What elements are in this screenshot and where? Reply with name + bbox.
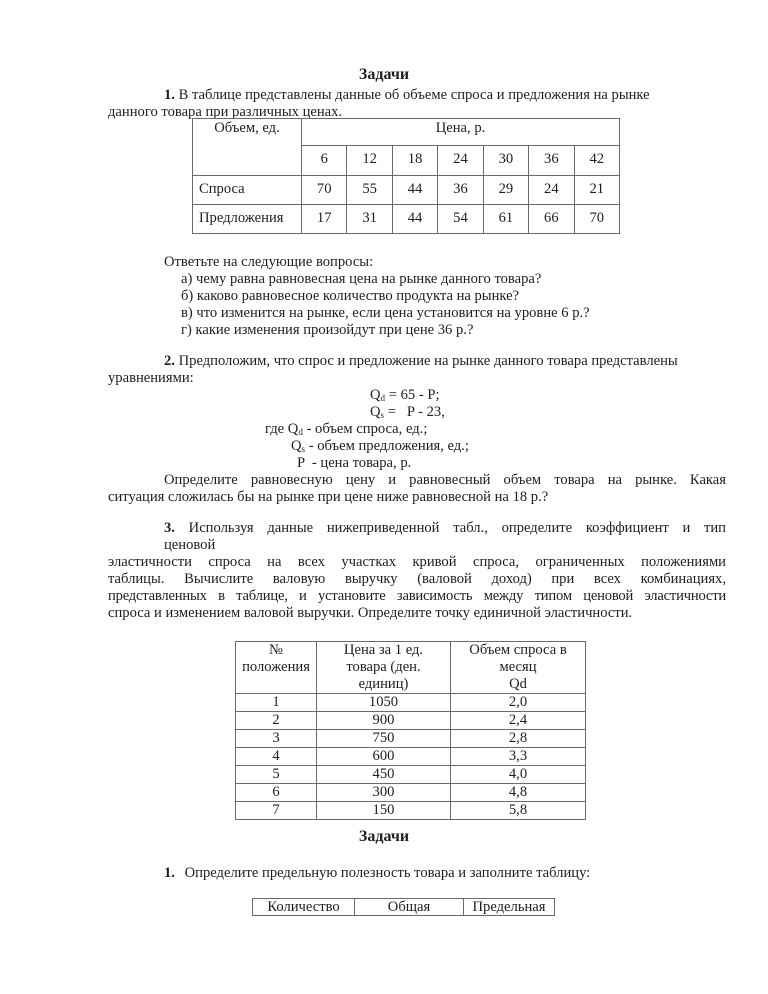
header-line: Объем спроса в — [469, 642, 567, 658]
cell-position: 7 — [236, 802, 317, 820]
value-cell: 24 — [529, 176, 574, 205]
task2-intro-line1 — [164, 352, 724, 370]
task3-intro-line2: ценовой — [164, 537, 216, 553]
where-prefix: где Q — [265, 421, 299, 437]
task3-number: 3. — [164, 520, 175, 536]
cell-quantity: 2,8 — [451, 730, 586, 748]
equation-demand — [370, 386, 440, 404]
table-row — [236, 802, 586, 820]
price-cell: 18 — [392, 146, 437, 176]
task3-intro-line1 — [164, 519, 726, 537]
supply-demand-table — [192, 118, 620, 234]
value-cell: 54 — [438, 205, 483, 234]
task1-intro-line2: данного товара при различных ценах. — [108, 104, 343, 120]
value-cell: 29 — [483, 176, 528, 205]
header-price — [317, 642, 451, 694]
section2-title: Задачи — [358, 828, 410, 845]
value-cell: 17 — [302, 205, 347, 234]
table-row — [236, 730, 586, 748]
cell-position: 5 — [236, 766, 317, 784]
price-cell: 30 — [483, 146, 528, 176]
table-row — [236, 748, 586, 766]
cell-quantity: 5,8 — [451, 802, 586, 820]
header-line: № — [269, 642, 283, 658]
value-cell: 55 — [347, 176, 392, 205]
table-row — [236, 766, 586, 784]
value-cell: 70 — [574, 205, 619, 234]
question-v: в) что изменится на рынке, если цена установится на уровне 6 р.? — [181, 305, 590, 321]
header-row — [236, 642, 586, 694]
table-row — [236, 712, 586, 730]
price-cell: 24 — [438, 146, 483, 176]
price-cell: 6 — [302, 146, 347, 176]
eq-q: Q — [291, 438, 302, 454]
value-cell: 44 — [392, 176, 437, 205]
cell-position: 6 — [236, 784, 317, 802]
task2-question-line2: ситуация сложилась бы на рынке при цене ниже равновесной на 18 р.? — [108, 489, 549, 505]
demand-row — [193, 176, 620, 205]
value-cell: 36 — [438, 176, 483, 205]
value-cell: 61 — [483, 205, 528, 234]
task3-body-line2: таблицы. Вычислите валовую выручку (валовой доход) при всех комбинациях, — [108, 571, 726, 587]
header-line: товара (ден. — [346, 659, 421, 675]
eq-rest: = 65 - P; — [385, 387, 440, 403]
cell-position: 1 — [236, 694, 317, 712]
cell-price: 900 — [317, 712, 451, 730]
value-cell: 21 — [574, 176, 619, 205]
where-price: P - цена товара, р. — [297, 455, 412, 471]
section2-task1 — [164, 864, 590, 882]
cell-price: 600 — [317, 748, 451, 766]
where-demand — [265, 420, 427, 438]
cell-quantity: 2,4 — [451, 712, 586, 730]
header-line: месяц — [499, 659, 537, 675]
cell-quantity: 4,8 — [451, 784, 586, 802]
task3-intro-text: Используя данные нижеприведенной табл., определите коэффициент и тип — [174, 520, 726, 536]
row-label: Предложения — [193, 205, 302, 234]
header-line: положения — [242, 659, 310, 675]
task2-intro-line2: уравнениями: — [108, 370, 194, 386]
where-supply — [291, 437, 469, 455]
price-cell: 12 — [347, 146, 392, 176]
eq-q: Q — [370, 404, 381, 420]
price-cell: 36 — [529, 146, 574, 176]
header-line: единиц) — [358, 676, 409, 692]
header-line: Цена за 1 ед. — [343, 642, 424, 658]
task3-body-line4: спроса и изменением валовой выручки. Определите точку единичной эластичности. — [108, 605, 633, 621]
header-total: Общая — [355, 899, 464, 916]
header-quantity: Количество — [253, 899, 355, 916]
task3-body-line3: представленных в таблице, и установите зависимость между типом ценовой эластичности — [108, 588, 726, 604]
eq-rest: = P - 23, — [384, 404, 445, 420]
cell-price: 300 — [317, 784, 451, 802]
value-cell: 66 — [529, 205, 574, 234]
utility-table — [252, 898, 555, 916]
eq-sub: s — [380, 410, 385, 420]
eq-sub: d — [298, 427, 303, 437]
cell-quantity: 3,3 — [451, 748, 586, 766]
cell-price: 150 — [317, 802, 451, 820]
cell-position: 3 — [236, 730, 317, 748]
header-line: Qd — [509, 676, 527, 692]
eq-sub: d — [380, 393, 386, 403]
task2-intro-text: Предположим, что спрос и предложение на рынке данного товара представлены — [174, 353, 678, 369]
section2-task1-number: 1. — [164, 865, 175, 881]
header-row — [253, 899, 555, 916]
cell-price: 450 — [317, 766, 451, 784]
table-row — [236, 694, 586, 712]
task2-number: 2. — [164, 353, 175, 369]
table-row — [236, 784, 586, 802]
row-label: Спроса — [193, 176, 302, 205]
cell-price: 1050 — [317, 694, 451, 712]
price-cell: 42 — [574, 146, 619, 176]
section-title: Задачи — [358, 66, 410, 83]
header-marginal: Предельная — [464, 899, 555, 916]
cell-position: 4 — [236, 748, 317, 766]
header-quantity — [451, 642, 586, 694]
eq-sub: s — [301, 444, 306, 454]
task1-number: 1. — [164, 87, 175, 103]
value-cell: 31 — [347, 205, 392, 234]
cell-price: 750 — [317, 730, 451, 748]
elasticity-table — [235, 641, 586, 820]
task3-body-line1: эластичности спроса на всех участках кривой спроса, ограниченных положениями — [108, 554, 726, 570]
question-a: а) чему равна равновесная цена на рынке данного товара? — [181, 271, 542, 287]
corner-header-cell: Объем, ед. — [193, 119, 302, 176]
cell-position: 2 — [236, 712, 317, 730]
cell-quantity: 4,0 — [451, 766, 586, 784]
task1-intro-line1 — [164, 86, 724, 104]
task1-intro-text: В таблице представлены данные об объеме спроса и предложения на рынке — [174, 87, 650, 103]
task2-question-line1: Определите равновесную цену и равновесный объем товара на рынке. Какая — [164, 472, 726, 488]
questions-header: Ответьте на следующие вопросы: — [164, 254, 374, 270]
question-b: б) каково равновесное количество продукта на рынке? — [181, 288, 520, 304]
equation-supply — [370, 403, 445, 421]
header-position — [236, 642, 317, 694]
question-g: г) какие изменения произойдут при цене 36 р.? — [181, 322, 474, 338]
section2-task1-text: Определите предельную полезность товара и заполните таблицу: — [184, 865, 591, 881]
cell-quantity: 2,0 — [451, 694, 586, 712]
where-text: - объем спроса, ед.; — [302, 421, 428, 437]
value-cell: 44 — [392, 205, 437, 234]
price-header-cell: Цена, р. — [302, 119, 620, 146]
value-cell: 70 — [302, 176, 347, 205]
where-text: - объем предложения, ед.; — [305, 438, 469, 454]
supply-row — [193, 205, 620, 234]
eq-q: Q — [370, 387, 381, 403]
